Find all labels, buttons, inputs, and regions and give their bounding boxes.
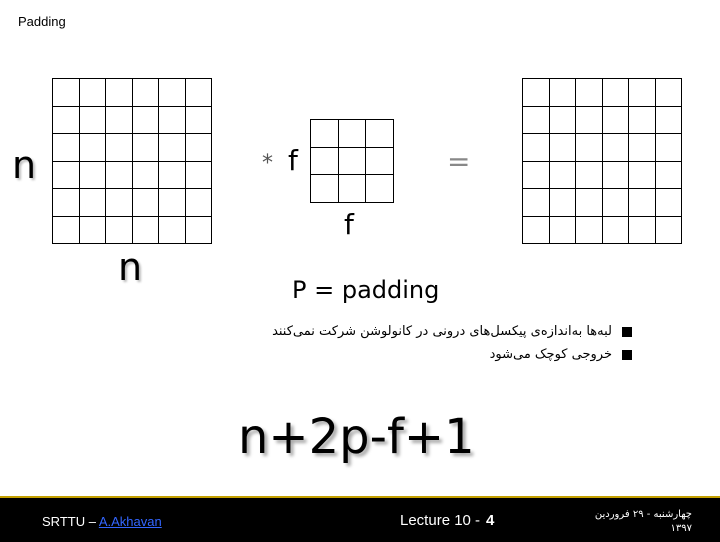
grid-cell (550, 162, 576, 189)
footer-date (572, 508, 692, 536)
grid-cell (656, 79, 682, 106)
grid-cell (576, 217, 602, 244)
grid-cell (629, 79, 655, 106)
grid-cell (656, 217, 682, 244)
grid-cell (53, 79, 79, 106)
grid-cell (656, 189, 682, 216)
grid-cell (53, 107, 79, 134)
footer-org: SRTTU – (42, 514, 99, 529)
grid-cell (186, 79, 212, 106)
grid-cell (133, 189, 159, 216)
grid-cell (311, 175, 338, 202)
grid-cell (603, 79, 629, 106)
grid-cell (656, 134, 682, 161)
grid-cell (159, 162, 185, 189)
grid-cell (159, 79, 185, 106)
grid-cell (576, 79, 602, 106)
grid-cell (550, 217, 576, 244)
grid-cell (603, 107, 629, 134)
bullet-square-icon (622, 350, 632, 360)
grid-cell (523, 134, 549, 161)
input-size-label-bottom: n (118, 245, 143, 289)
bullet-square-icon (622, 327, 632, 337)
grid-cell (159, 134, 185, 161)
grid-cell (53, 162, 79, 189)
grid-cell (603, 134, 629, 161)
grid-cell (133, 217, 159, 244)
grid-cell (186, 189, 212, 216)
grid-cell (523, 79, 549, 106)
output-matrix-grid (522, 78, 682, 244)
page-number: 4 (486, 512, 495, 529)
grid-cell (576, 189, 602, 216)
grid-cell (576, 162, 602, 189)
grid-cell (629, 162, 655, 189)
grid-cell (80, 162, 106, 189)
grid-cell (186, 162, 212, 189)
grid-cell (366, 148, 393, 175)
grid-cell (311, 148, 338, 175)
grid-cell (523, 217, 549, 244)
grid-cell (186, 217, 212, 244)
grid-cell (106, 162, 132, 189)
grid-cell (106, 79, 132, 106)
grid-cell (339, 148, 366, 175)
grid-cell (311, 120, 338, 147)
grid-cell (159, 189, 185, 216)
bullet-text-2: خروجی کوچک می‌شود (489, 347, 612, 362)
grid-cell (133, 162, 159, 189)
grid-cell (629, 134, 655, 161)
grid-cell (80, 79, 106, 106)
output-size-formula: n+2p-f+1 (238, 409, 475, 465)
grid-cell (629, 217, 655, 244)
grid-cell (550, 107, 576, 134)
footer-author (42, 514, 162, 529)
input-matrix-grid (52, 78, 212, 244)
grid-cell (523, 162, 549, 189)
grid-cell (53, 189, 79, 216)
grid-cell (576, 134, 602, 161)
bullet-text-1: لبه‌ها به‌اندازه‌ی پیکسل‌های درونی در کانولوشن شرکت نمی‌کنند (272, 324, 612, 339)
grid-cell (339, 120, 366, 147)
grid-cell (523, 107, 549, 134)
slide-title: Padding (18, 14, 66, 29)
grid-cell (603, 189, 629, 216)
lecture-label: Lecture 10 - (400, 512, 481, 529)
filter-size-label-bottom: f (344, 208, 354, 241)
grid-cell (133, 134, 159, 161)
grid-cell (550, 134, 576, 161)
grid-cell (366, 120, 393, 147)
grid-cell (53, 217, 79, 244)
grid-cell (106, 217, 132, 244)
input-size-label-side: n (12, 143, 37, 187)
grid-cell (186, 134, 212, 161)
grid-cell (133, 107, 159, 134)
grid-cell (53, 134, 79, 161)
grid-cell (339, 175, 366, 202)
padding-definition: P = padding (292, 276, 440, 304)
convolution-operator: * (262, 151, 273, 176)
grid-cell (80, 189, 106, 216)
grid-cell (80, 217, 106, 244)
grid-cell (366, 175, 393, 202)
filter-size-label-side: f (288, 144, 298, 177)
grid-cell (159, 107, 185, 134)
footer-date-line2: ۱۳۹۷ (670, 523, 692, 534)
footer-date-line1: چهارشنبه - ۲۹ فروردین (594, 509, 692, 520)
grid-cell (629, 189, 655, 216)
grid-cell (159, 217, 185, 244)
grid-cell (603, 217, 629, 244)
grid-cell (629, 107, 655, 134)
grid-cell (550, 79, 576, 106)
grid-cell (80, 134, 106, 161)
grid-cell (550, 189, 576, 216)
grid-cell (106, 107, 132, 134)
grid-cell (576, 107, 602, 134)
author-link[interactable]: A.Akhavan (98, 514, 162, 529)
grid-cell (603, 162, 629, 189)
grid-cell (106, 189, 132, 216)
equals-sign: = (447, 145, 471, 178)
grid-cell (80, 107, 106, 134)
grid-cell (656, 107, 682, 134)
grid-cell (523, 189, 549, 216)
footer-lecture (400, 512, 494, 529)
filter-matrix-grid (310, 119, 394, 203)
grid-cell (656, 162, 682, 189)
grid-cell (106, 134, 132, 161)
grid-cell (133, 79, 159, 106)
grid-cell (186, 107, 212, 134)
